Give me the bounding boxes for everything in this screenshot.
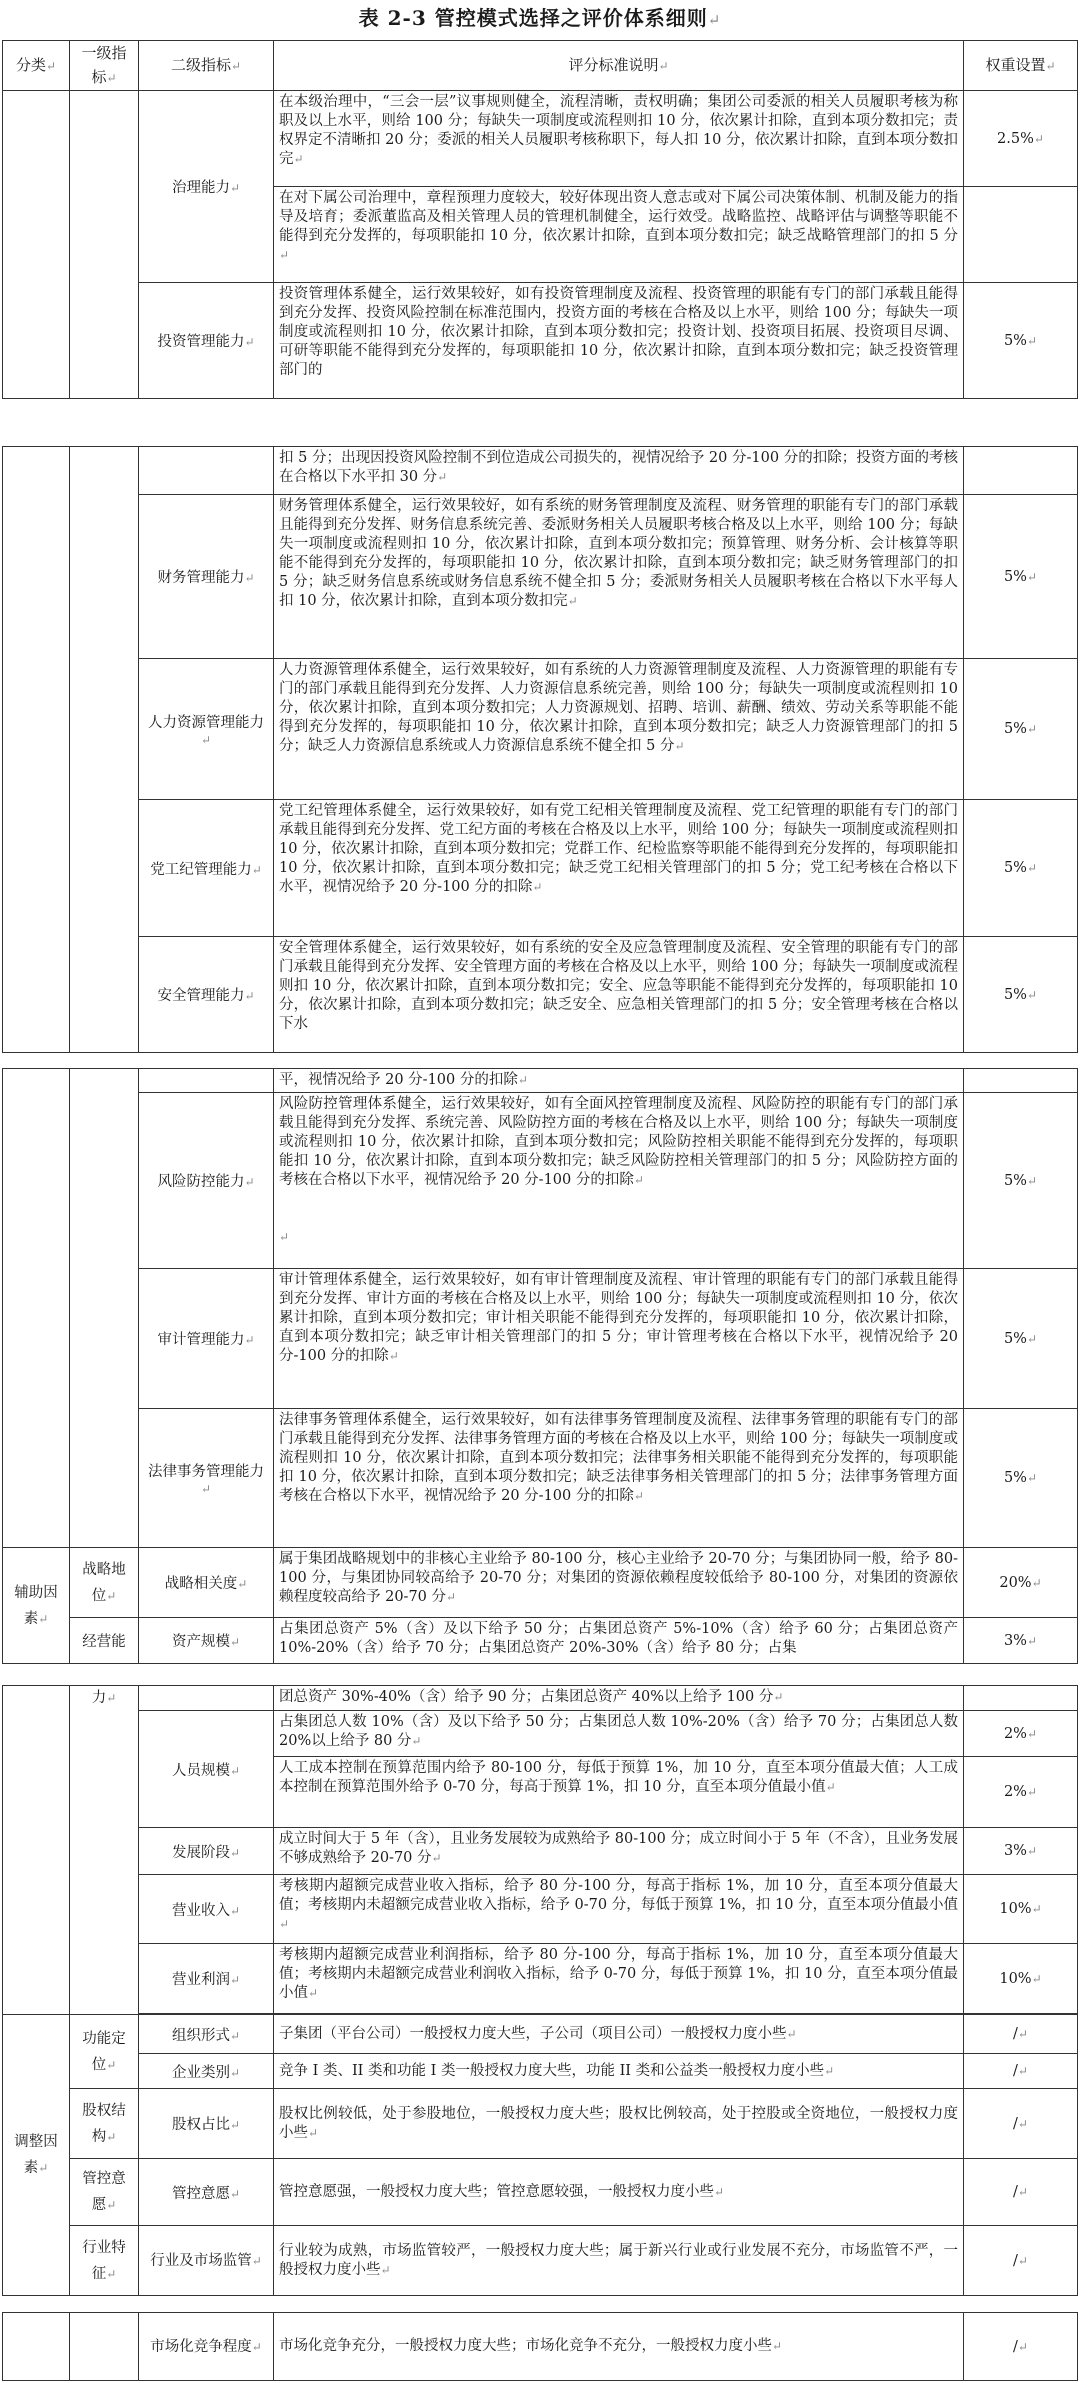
weight-value: 5%↵ [964, 1269, 1078, 1409]
level2-staff: 人员规模↵ [139, 1711, 274, 1828]
weight-value [964, 1069, 1078, 1093]
criteria-text: 扣 5 分；出现因投资风险控制不到位造成公司损失的，视情况给予 20 分-100 分的扣除；投资方面的考核在合格以下水平扣 30 分↵ [274, 447, 964, 495]
level2-stage: 发展阶段↵ [139, 1828, 274, 1875]
level2-industry-regulation: 行业及市场监管↵ [139, 2226, 274, 2296]
level2-party: 党工纪管理能力↵ [139, 800, 274, 937]
weight-value: 5%↵ [964, 1093, 1078, 1269]
table-header-row [3, 41, 1078, 91]
category-adjust: 调整因素↵ [3, 2015, 70, 2296]
header-category: 分类↵ [3, 41, 70, 91]
level2-risk: 风险防控能力↵ [139, 1093, 274, 1269]
weight-value: /↵ [964, 2015, 1078, 2054]
level2-enterprise-type: 企业类别↵ [139, 2054, 274, 2089]
table-row [3, 1711, 1078, 1757]
level2-cell [139, 1069, 274, 1093]
criteria-text: 市场化竞争充分，一般授权力度大些；市场化竞争不充分，一般授权力度小些↵ [274, 2313, 964, 2381]
weight-value [964, 1686, 1078, 1711]
level1-strategy: 战略地位↵ [70, 1548, 139, 1618]
category-cell [3, 1686, 70, 2015]
weight-value: 5%↵ [964, 1409, 1078, 1548]
level2-equity-share: 股权占比↵ [139, 2089, 274, 2159]
header-level1: 一级指标↵ [70, 41, 139, 91]
weight-value: 5%↵ [964, 800, 1078, 937]
criteria-text: 股权比例较低，处于参股地位，一般授权力度大些；股权比例较高，处于控股或全资地位，一般授权力度小些↵ [274, 2089, 964, 2159]
criteria-text: 考核期内超额完成营业收入指标，给予 80 分-100 分，每高于指标 1%，加 10 分，直至本项分值最大值；考核期内未超额完成营业收入指标，给予 0-70 分，每低于预算 1%，扣 10 分，直至本项分值最小值↵ [274, 1875, 964, 1944]
table-segment-4 [2, 1685, 1078, 2296]
level1-cell [70, 2313, 139, 2381]
table-row [3, 2313, 1078, 2381]
weight-value: 2.5%↵ [964, 91, 1078, 187]
table-title: 表 2-3 管控模式选择之评价体系细则↵ [358, 6, 722, 30]
level2-profit: 营业利润↵ [139, 1944, 274, 2014]
criteria-text: 人力资源管理体系健全，运行效果较好，如有系统的人力资源管理制度及流程、人力资源管理的职能有专门的部门承载且能得到充分发挥、人力资源信息系统完善，则给 100 分；每缺失一项制度或流程则扣 10 分，依次累计扣除，直到本项分数扣完；人力资源规划、招聘、培训、薪酬、绩效、劳动关系等职能不能得到充分发挥的，每项职能扣 10 分，依次累计扣除，直到本项分数扣完；缺乏人力资源管理部门的扣 5 分；缺乏人力资源信息系统或人力资源信息系统不健全扣 5 分↵ [274, 659, 964, 800]
level1-function: 功能定位↵ [70, 2015, 139, 2089]
weight-value: 2%↵ [964, 1711, 1078, 1757]
weight-value: /↵ [964, 2313, 1078, 2381]
table-row [3, 937, 1078, 1053]
category-cell [3, 1069, 70, 1548]
table-row [3, 1686, 1078, 1711]
level1-cell [70, 1069, 139, 1548]
table-row [3, 91, 1078, 187]
level1-cell [70, 91, 139, 399]
level2-safety: 安全管理能力↵ [139, 937, 274, 1053]
level2-hr: 人力资源管理能力↵ [139, 659, 274, 800]
criteria-text: 占集团总资产 5%（含）及以下给予 50 分；占集团总资产 5%-10%（含）给予 60 分；占集团总资产 10%-20%（含）给予 70 分；占集团总资产 20%-30%（含）给予 80 分；占集 [274, 1618, 964, 1664]
header-level2: 二级指标↵ [139, 41, 274, 91]
level2-finance: 财务管理能力↵ [139, 495, 274, 659]
table-row [3, 283, 1078, 399]
criteria-text: 平，视情况给予 20 分-100 分的扣除↵ [274, 1069, 964, 1093]
criteria-text: 投资管理体系健全，运行效果较好，如有投资管理制度及流程、投资管理的职能有专门的部门承载且能得到充分发挥、投资风险控制在标准范围内，投资方面的考核在合格及以上水平，则给 100 分；每缺失一项制度或流程则扣 10 分，依次累计扣除，直到本项分数扣完；投资计划、投资项目拓展、投资项目尽调、可研等职能不能得到充分发挥的，每项职能扣 10 分，依次累计扣除，直到本项分数扣完；缺乏投资管理部门的 [274, 283, 964, 399]
level2-legal: 法律事务管理能力↵ [139, 1409, 274, 1548]
weight-value: 10%↵ [964, 1875, 1078, 1944]
criteria-text: 属于集团战略规划中的非核心主业给予 80-100 分，核心主业给予 20-70 分；与集团协同一般，给予 80-100 分，与集团协同较高给予 20-70 分；对集团的资源依赖程度较低给予 80-100 分，对集团的资源依赖程度较高给予 20-70 分↵ [274, 1548, 964, 1618]
level2-audit: 审计管理能力↵ [139, 1269, 274, 1409]
level1-industry: 行业特征↵ [70, 2226, 139, 2296]
table-row [3, 2226, 1078, 2296]
weight-value: /↵ [964, 2089, 1078, 2159]
table-segment-1 [2, 40, 1078, 399]
level2-control-will: 管控意愿↵ [139, 2159, 274, 2226]
table-row [3, 2054, 1078, 2089]
table-row [3, 1618, 1078, 1664]
table-row [3, 1269, 1078, 1409]
level2-investment: 投资管理能力↵ [139, 283, 274, 399]
level1-cell [70, 447, 139, 1053]
criteria-text: 安全管理体系健全，运行效果较好，如有系统的安全及应急管理制度及流程、安全管理的职能有专门的部门承载且能得到充分发挥、安全管理方面的考核在合格及以上水平，则给 100 分；每缺失一项制度或流程则扣 10 分，依次累计扣除，直到本项分数扣完；安全、应急等职能不能得到充分发挥的，每项职能扣 10 分，依次累计扣除，直到本项分数扣完；缺乏安全、应急相关管理部门的扣 5 分；安全管理考核在合格以下水 [274, 937, 964, 1053]
weight-value [964, 447, 1078, 495]
table-row [3, 1069, 1078, 1093]
weight-value: /↵ [964, 2226, 1078, 2296]
criteria-text: 法律事务管理体系健全，运行效果较好，如有法律事务管理制度及流程、法律事务管理的职能有专门的部门承载且能得到充分发挥、法律事务管理方面的考核在合格及以上水平，则给 100 分；每缺失一项制度或流程则扣 10 分，依次累计扣除，直到本项分数扣完；法律事务相关职能不能得到充分发挥的，每项职能扣 10 分，依次累计扣除，直到本项分数扣完；缺乏法律事务相关管理部门的扣 5 分；法律事务管理方面考核在合格以下水平，视情况给予 20 分-100 分的扣除↵ [274, 1409, 964, 1548]
criteria-text: 财务管理体系健全，运行效果较好，如有系统的财务管理制度及流程、财务管理的职能有专门的部门承载且能得到充分发挥、财务信息系统完善、委派财务相关人员履职考核合格及以上水平，则给 100 分；每缺失一项制度或流程则扣 10 分，依次累计扣除，直到本项分数扣完；预算管理、财务分析、会计核算等职能不能得到充分发挥的，每项职能扣 10 分，依次累计扣除，直到本项分数扣完；缺乏财务管理部门的扣 5 分；缺乏财务信息系统或财务信息系统不健全扣 5 分；委派财务相关人员履职考核在合格以下水平每人扣 10 分，依次累计扣除，直到本项分数扣完↵ [274, 495, 964, 659]
category-cell [3, 91, 70, 399]
criteria-text: 风险防控管理体系健全，运行效果较好，如有全面风控管理制度及流程、风险防控的职能有专门的部门承载且能得到充分发挥、系统完善、风险防控方面的考核在合格及以上水平，则给 100 分；每缺失一项制度或流程则扣 10 分，依次累计扣除，直到本项分数扣完；风险防控相关职能不能得到充分发挥的，每项职能扣 10 分，依次累计扣除，直到本项分数扣完；缺乏风险防控相关管理部门的扣 5 分；风险防控方面的考核在合格以下水平，视情况给予 20 分-100 分的扣除↵ ↵ [274, 1093, 964, 1269]
table-row [3, 2089, 1078, 2159]
criteria-text: 审计管理体系健全，运行效果较好，如有审计管理制度及流程、审计管理的职能有专门的部门承载且能得到充分发挥、审计方面的考核在合格及以上水平，则给 100 分；每缺失一项制度或流程则扣 10 分，依次累计扣除，直到本项分数扣完；审计相关职能不能得到充分发挥的，每项职能扣 10 分，依次累计扣除，直到本项分数扣完；缺乏审计相关管理部门的扣 5 分；审计管理考核在合格以下水平，视情况给予 20 分-100 分的扣除↵ [274, 1269, 964, 1409]
weight-value: 3%↵ [964, 1828, 1078, 1875]
table-row [3, 2159, 1078, 2226]
criteria-text: 在本级治理中，“三会一层”议事规则健全，流程清晰，责权明确；集团公司委派的相关人员履职考核为称职及以上水平，则给 100 分；每缺失一项制度或流程则扣 10 分，依次累计扣除，直到本项分数扣完；责权界定不清晰扣 20 分；委派的相关人员履职考核称职下，每人扣 10 分，依次累计扣除，直到本项分数扣完↵ [274, 91, 964, 187]
level1-operation: 经营能 [70, 1618, 139, 1664]
level2-strategy: 战略相关度↵ [139, 1548, 274, 1618]
level2-revenue: 营业收入↵ [139, 1875, 274, 1944]
criteria-text: 党工纪管理体系健全，运行效果较好，如有党工纪相关管理制度及流程、党工纪管理的职能有专门的部门承载且能得到充分发挥、党工纪方面的考核在合格及以上水平，则给 100 分；每缺失一项制度或流程则扣 10 分，依次累计扣除，直到本项分数扣完；党群工作、纪检监察等职能不能得到充分发挥的，每项职能扣 10 分，依次累计扣除，直到本项分数扣完；缺乏党工纪相关管理部门的扣 5 分；党工纪考核在合格以下水平，视情况给予 20 分-100 分的扣除↵ [274, 800, 964, 937]
table-row [3, 1409, 1078, 1548]
weight-value: 5%↵ [964, 495, 1078, 659]
level1-equity: 股权结构↵ [70, 2089, 139, 2159]
weight-value: 5%↵ [964, 283, 1078, 399]
criteria-text: 考核期内超额完成营业利润指标，给予 80 分-100 分，每高于指标 1%，加 10 分，直至本项分值最大值；考核期内未超额完成营业利润收入指标，给予 0-70 分，每低于预算 1%，扣 10 分，直至本项分值最小值↵ [274, 1944, 964, 2014]
table-segment-2 [2, 446, 1078, 1053]
weight-value: 2%↵ [964, 1757, 1078, 1828]
criteria-text: 团总资产 30%-40%（含）给予 90 分；占集团总资产 40%以上给予 100 分↵ [274, 1686, 964, 1711]
criteria-text: 行业较为成熟，市场监管较严，一般授权力度大些；属于新兴行业或行业发展不充分，市场监管不严，一般授权力度小些↵ [274, 2226, 964, 2296]
table-row [3, 1875, 1078, 1944]
criteria-text: 竞争 I 类、II 类和功能 I 类一般授权力度大些，功能 II 类和公益类一般授权力度小些↵ [274, 2054, 964, 2089]
level1-operation-carry: 力↵ [70, 1686, 139, 2015]
criteria-text: 人工成本控制在预算范围内给予 80-100 分，每低于预算 1%，加 10 分，直至本项分值最大值；人工成本控制在预算范围外给予 0-70 分，每高于预算 1%，扣 10 分，直至本项分值最小值↵ [274, 1757, 964, 1828]
table-row [3, 1093, 1078, 1269]
level1-control: 管控意愿↵ [70, 2159, 139, 2226]
weight-value: 20%↵ [964, 1548, 1078, 1618]
level2-assets: 资产规模↵ [139, 1618, 274, 1664]
criteria-text: 管控意愿强，一般授权力度大些；管控意愿较强，一般授权力度小些↵ [274, 2159, 964, 2226]
level2-cell [139, 1686, 274, 1711]
level2-market-competition: 市场化竞争程度↵ [139, 2313, 274, 2381]
criteria-text: 成立时间大于 5 年（含），且业务发展较为成熟给予 80-100 分；成立时间小于 5 年（不含），且业务发展不够成熟给予 20-70 分↵ [274, 1828, 964, 1875]
table-row [3, 1944, 1078, 2014]
level2-org-form: 组织形式↵ [139, 2015, 274, 2054]
table-row [3, 2015, 1078, 2054]
weight-value: 5%↵ [964, 937, 1078, 1053]
table-row [3, 1828, 1078, 1875]
weight-value: 3%↵ [964, 1618, 1078, 1664]
criteria-text: 占集团总人数 10%（含）及以下给予 50 分；占集团总人数 10%-20%（含）给予 70 分；占集团总人数 20%以上给予 80 分↵ [274, 1711, 964, 1757]
weight-value: 10%↵ [964, 1944, 1078, 2014]
category-cell [3, 2313, 70, 2381]
table-row [3, 800, 1078, 937]
header-weight: 权重设置↵ [964, 41, 1078, 91]
table-segment-5 [2, 2312, 1078, 2381]
criteria-text: 子集团（平台公司）一般授权力度大些，子公司（项目公司）一般授权力度小些↵ [274, 2015, 964, 2054]
category-aux: 辅助因素↵ [3, 1548, 70, 1664]
table-row [3, 495, 1078, 659]
table-row [3, 659, 1078, 800]
category-cell [3, 447, 70, 1053]
table-segment-3 [2, 1068, 1078, 1664]
weight-value: /↵ [964, 2159, 1078, 2226]
header-criteria: 评分标准说明↵ [274, 41, 964, 91]
table-row [3, 1548, 1078, 1618]
weight-value: 5%↵ [964, 659, 1078, 800]
weight-value: /↵ [964, 2054, 1078, 2089]
weight-value [964, 187, 1078, 283]
level2-governance: 治理能力↵ [139, 91, 274, 283]
criteria-text: 在对下属公司治理中，章程预理力度较大，较好体现出资人意志或对下属公司决策体制、机制及能力的指导及培育；委派董监高及相关管理人员的管理机制健全，运行效受。战略监控、战略评估与调整等职能不能得到充分发挥的，每项职能扣 10 分，依次累计扣除，直到本项分数扣完；缺乏战略管理部门的扣 5 分↵ [274, 187, 964, 283]
table-row [3, 447, 1078, 495]
level2-cell [139, 447, 274, 495]
